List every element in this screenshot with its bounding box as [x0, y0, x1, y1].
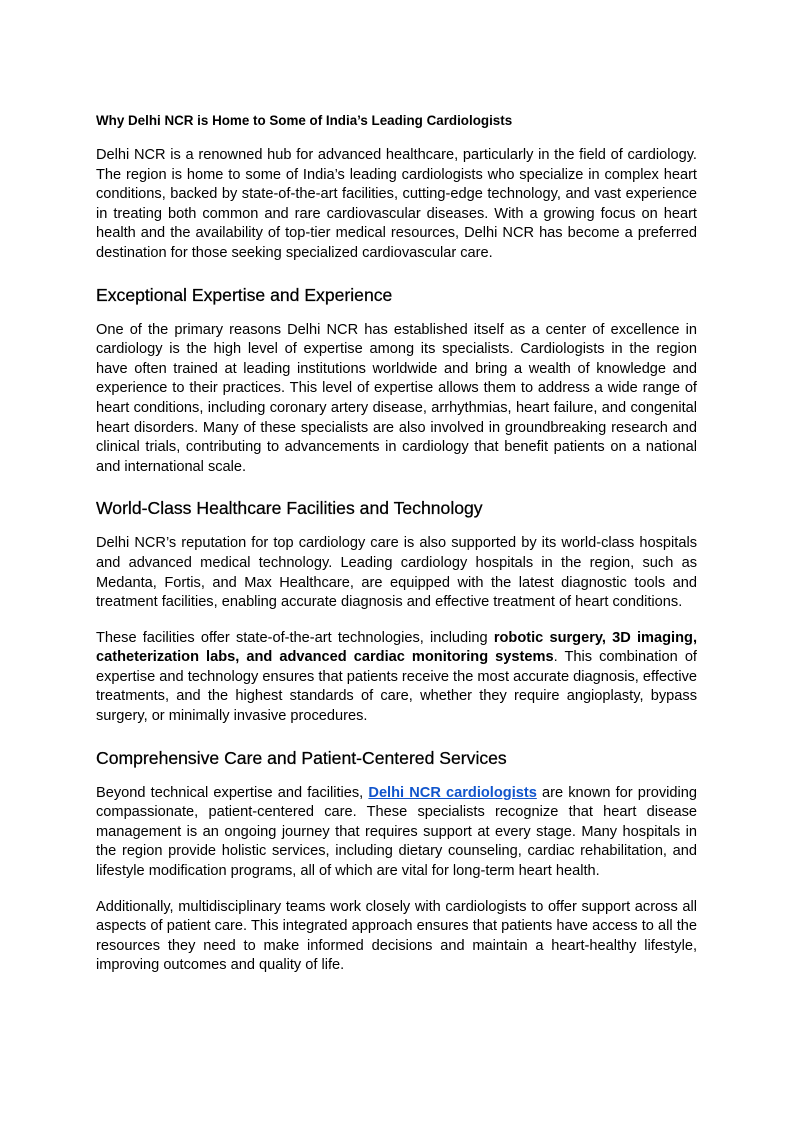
section-heading-expertise: Exceptional Expertise and Experience — [96, 284, 393, 305]
technologies-text-before: These facilities offer state-of-the-art technologies, including — [96, 629, 494, 646]
technologies-bold-list: robotic surgery, 3D imaging, catheterization labs, and advanced cardiac monitoring systems — [96, 629, 697, 666]
expertise-paragraph: One of the primary reasons Delhi NCR has established itself as a center of excellence in cardiology is the high level of expertise among its specialists. Cardiologists in the region have often trained at leading institutions worldwide and bring a wealth of knowledge and experience to their practices. This level of expertise allows them to address a wide range of heart conditions, including coronary artery disease, arrhythmias, heart failure, and congenital heart disorders. Many of these specialists are also involved in groundbreaking research and clinical trials, contributing to advancements in cardiology that benefit patients on a national and international scale. — [96, 321, 697, 475]
care-text-before: Beyond technical expertise and facilities, — [96, 784, 369, 801]
technologies-text-after: . This combination of expertise and technology ensures that patients receive the most accurate diagnosis, effective treatments, and the highest standards of care, whether they require angioplasty, bypass surgery, or minimally invasive procedures. — [96, 649, 697, 725]
section-heading-care: Comprehensive Care and Patient-Centered Services — [96, 747, 507, 768]
document-title: Why Delhi NCR is Home to Some of India’s Leading Cardiologists — [96, 113, 513, 128]
multidisciplinary-paragraph: Additionally, multidisciplinary teams work closely with cardiologists to offer support across all aspects of patient care. This integrated approach ensures that patients have access to all the resources they need to make informed decisions and maintain a heart-healthy lifestyle, improving outcomes and quality of life. — [96, 898, 697, 974]
delhi-ncr-cardiologists-link[interactable]: Delhi NCR cardiologists — [368, 784, 537, 801]
facilities-paragraph: Delhi NCR’s reputation for top cardiology care is also supported by its world-class hospitals and advanced medical technology. Leading cardiology hospitals in the region, such as Medanta, Fortis, and Max Healthcare, are equipped with the latest diagnostic tools and treatment facilities, enabling accurate diagnosis and effective treatment of heart conditions. — [96, 535, 697, 611]
section-heading-facilities: World-Class Healthcare Facilities and Technology — [96, 498, 483, 519]
care-text-after: are known for providing compassionate, patient-centered care. These specialists recognize that heart disease management is an ongoing journey that requires support at every stage. Many hospitals in the region provide holistic services, including dietary counseling, cardiac rehabilitation, and lifestyle modification programs, all of which are vital for long-term heart health. — [96, 784, 697, 880]
intro-paragraph: Delhi NCR is a renowned hub for advanced healthcare, particularly in the field of cardiology. The region is home to some of India’s leading cardiologists who specialize in complex heart conditions, backed by state-of-the-art facilities, cutting-edge technology, and vast experience in treating both common and rare cardiovascular diseases. With a growing focus on heart health and the availability of top-tier medical resources, Delhi NCR has become a preferred destination for those seeking specialized cardiovascular care. — [96, 147, 697, 261]
care-paragraph — [96, 784, 697, 882]
document-page — [96, 112, 697, 992]
technologies-paragraph — [96, 629, 697, 727]
